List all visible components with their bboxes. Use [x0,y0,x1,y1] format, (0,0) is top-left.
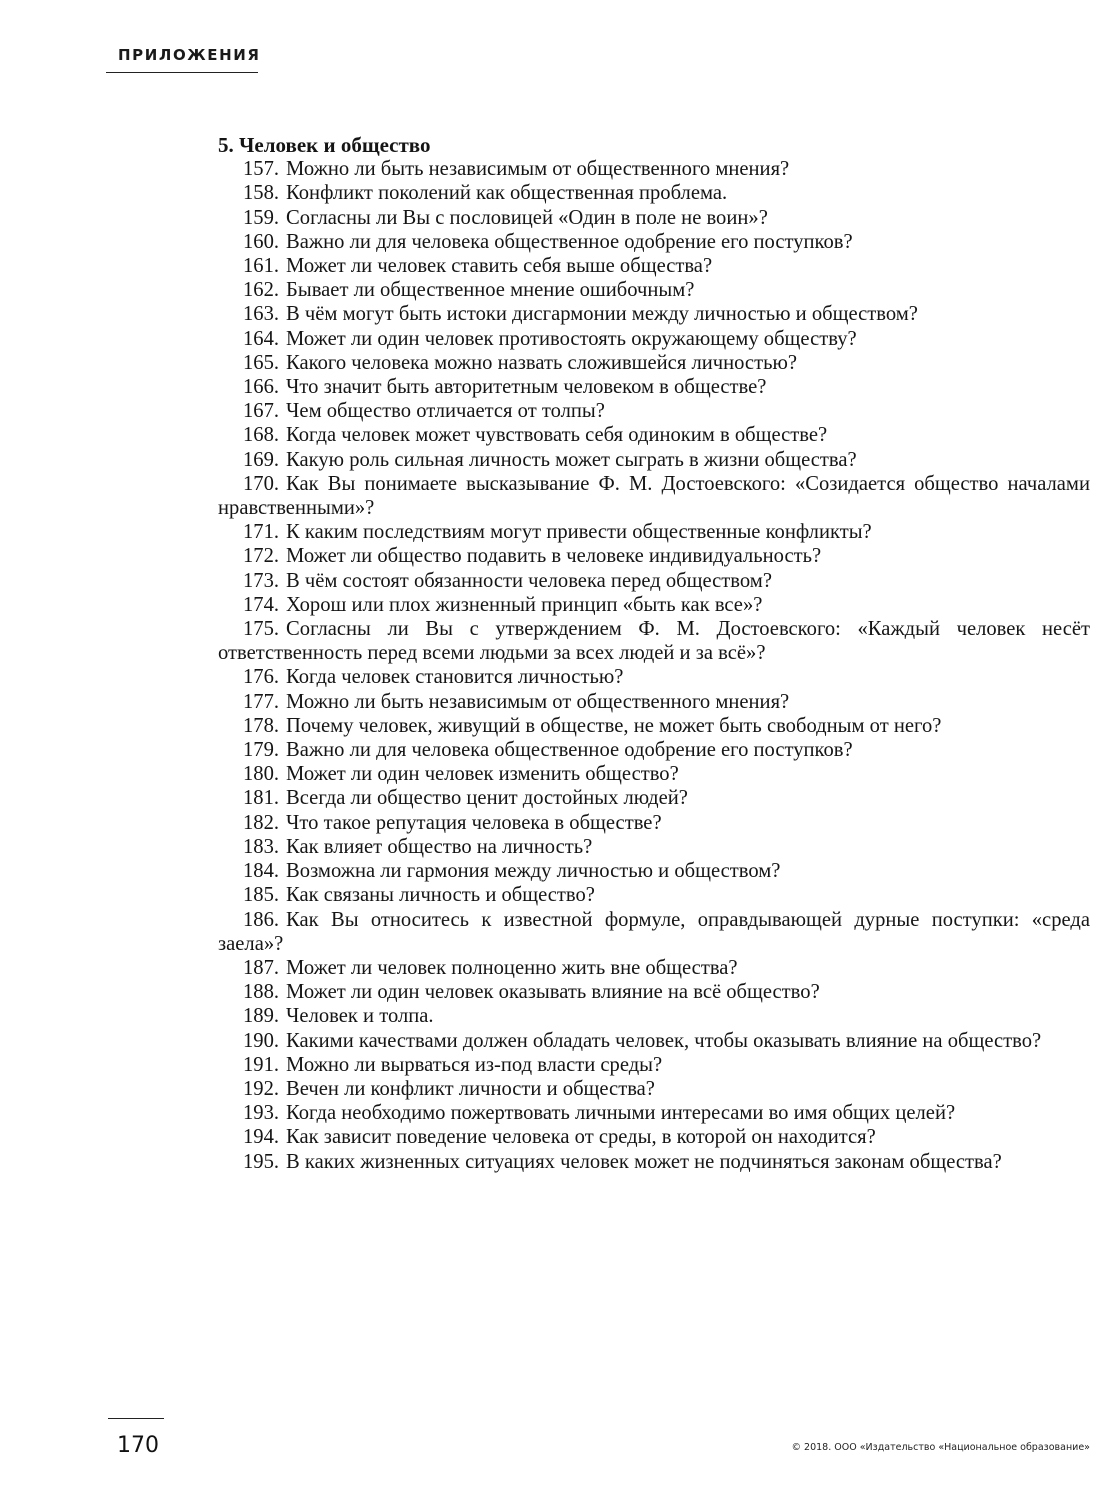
question-text: Как Вы относитесь к известной формуле, оправдывающей дурные поступки: «среда заела»? [218,908,1090,955]
question-item [218,206,1090,230]
question-number: 167. [243,400,280,423]
question-text: Когда человек может чувствовать себя одиноким в обществе? [286,424,828,447]
question-number: 170. [243,472,280,495]
question-text: Важно ли для человека общественное одобрение его поступков? [286,230,853,253]
question-text: Когда необходимо пожертвовать личными интересами во имя общих целей? [286,1102,956,1125]
question-number: 175. [243,618,280,641]
question-number: 165. [243,351,280,374]
running-head-title: ПРИЛОЖЕНИЯ [118,46,261,64]
question-item [218,956,1090,980]
question-text: Может ли один человек изменить общество? [286,763,679,786]
section-heading: 5. Человек и общество [218,133,431,157]
question-text: Хорош или плох жизненный принцип «быть как все»? [286,593,763,616]
question-number: 189. [243,1005,280,1028]
question-number: 193. [243,1102,280,1125]
question-item [218,1053,1090,1077]
question-item [218,302,1090,326]
question-number: 161. [243,255,280,278]
question-number: 180. [243,763,280,786]
question-number: 159. [243,206,280,229]
question-item [218,1077,1090,1101]
question-item [218,617,1090,665]
question-item [218,230,1090,254]
question-number: 174. [243,593,280,616]
question-item [218,181,1090,205]
question-text: Бывает ли общественное мнение ошибочным? [286,279,695,302]
question-item [218,1101,1090,1125]
question-text: К каким последствиям могут привести общественные конфликты? [286,521,872,544]
question-text: Может ли один человек противостоять окружающему обществу? [286,327,857,350]
question-number: 184. [243,860,280,883]
question-number: 191. [243,1053,280,1076]
question-text: Может ли общество подавить в человеке индивидуальность? [286,545,822,568]
question-item [218,835,1090,859]
question-item [218,1150,1090,1174]
question-number: 163. [243,303,280,326]
question-number: 182. [243,811,280,834]
question-text: Человек и толпа. [286,1005,434,1028]
question-text: Может ли один человек оказывать влияние на всё общество? [286,981,820,1004]
question-number: 192. [243,1077,280,1100]
question-text: Может ли человек ставить себя выше общества? [286,255,713,278]
question-text: Почему человек, живущий в обществе, не может быть свободным от него? [286,714,942,737]
question-number: 190. [243,1029,280,1052]
question-item [218,544,1090,568]
question-item [218,738,1090,762]
question-text: Чем общество отличается от толпы? [286,400,605,423]
page-content [218,133,1090,1174]
question-text: Можно ли быть независимым от общественного мнения? [286,158,790,181]
question-number: 179. [243,739,280,762]
question-text: Какого человека можно назвать сложившейся личностью? [286,351,797,374]
question-item [218,1125,1090,1149]
question-number: 169. [243,448,280,471]
question-text: Можно ли быть независимым от общественного мнения? [286,690,790,713]
question-number: 188. [243,981,280,1004]
question-item [218,980,1090,1004]
question-number: 162. [243,279,280,302]
question-number: 178. [243,714,280,737]
question-text: Всегда ли общество ценит достойных людей? [286,787,688,810]
question-item [218,883,1090,907]
question-item [218,811,1090,835]
question-item [218,327,1090,351]
question-number: 187. [243,956,280,979]
question-item [218,278,1090,302]
question-number: 176. [243,666,280,689]
question-text: Что значит быть авторитетным человеком в обществе? [286,376,767,399]
question-text: Возможна ли гармония между личностью и обществом? [286,860,781,883]
question-item [218,593,1090,617]
question-text: Что такое репутация человека в обществе? [286,811,662,834]
question-text: В каких жизненных ситуациях человек может не подчиняться законам общества? [286,1150,1002,1173]
question-item [218,351,1090,375]
question-item [218,472,1090,520]
question-number: 166. [243,376,280,399]
question-item [218,520,1090,544]
question-number: 186. [243,908,280,931]
question-text: Какими качествами должен обладать человек, чтобы оказывать влияние на общество? [286,1029,1042,1052]
question-item [218,157,1090,181]
question-number: 168. [243,424,280,447]
question-text: Как влияет общество на личность? [286,835,593,858]
question-text: Важно ли для человека общественное одобрение его поступков? [286,739,853,762]
question-number: 177. [243,690,280,713]
running-head-divider [106,72,258,73]
question-item [218,569,1090,593]
question-text: В чём могут быть истоки дисгармонии между личностью и обществом? [286,303,918,326]
question-text: Согласны ли Вы с утверждением Ф. М. Достоевского: «Каждый человек несёт ответственность перед всеми людьми за всех людей и за всё»? [218,618,1090,665]
question-number: 194. [243,1126,280,1149]
question-item [218,665,1090,689]
question-item [218,690,1090,714]
question-text: Согласны ли Вы с пословицей «Один в поле не воин»? [286,206,768,229]
question-number: 164. [243,327,280,350]
question-item [218,908,1090,956]
question-number: 158. [243,182,280,205]
question-text: Может ли человек полноценно жить вне общества? [286,956,738,979]
question-item [218,786,1090,810]
footer-divider [108,1418,164,1419]
question-text: Как зависит поведение человека от среды, в которой он находится? [286,1126,876,1149]
question-text: Как связаны личность и общество? [286,884,595,907]
question-item [218,714,1090,738]
question-text: Вечен ли конфликт личности и общества? [286,1077,655,1100]
question-item [218,859,1090,883]
question-item [218,1004,1090,1028]
copyright-notice: © 2018. ООО «Издательство «Национальное образование» [791,1442,1090,1453]
question-number: 172. [243,545,280,568]
question-number: 160. [243,230,280,253]
question-text: Какую роль сильная личность может сыграть в жизни общества? [286,448,857,471]
question-item [218,423,1090,447]
question-number: 173. [243,569,280,592]
question-text: В чём состоят обязанности человека перед обществом? [286,569,772,592]
question-item [218,762,1090,786]
question-number: 183. [243,835,280,858]
question-number: 157. [243,158,280,181]
question-number: 185. [243,884,280,907]
question-item [218,448,1090,472]
page-number: 170 [117,1433,159,1458]
question-number: 181. [243,787,280,810]
question-item [218,375,1090,399]
question-list [218,157,1090,1174]
question-text: Когда человек становится личностью? [286,666,624,689]
question-item [218,399,1090,423]
question-text: Как Вы понимаете высказывание Ф. М. Достоевского: «Созидается общество началами нравственными»? [218,472,1090,520]
question-item [218,1029,1090,1053]
question-number: 171. [243,521,280,544]
question-number: 195. [243,1150,280,1173]
question-text: Конфликт поколений как общественная проблема. [286,182,728,205]
question-item [218,254,1090,278]
question-text: Можно ли вырваться из-под власти среды? [286,1053,663,1076]
